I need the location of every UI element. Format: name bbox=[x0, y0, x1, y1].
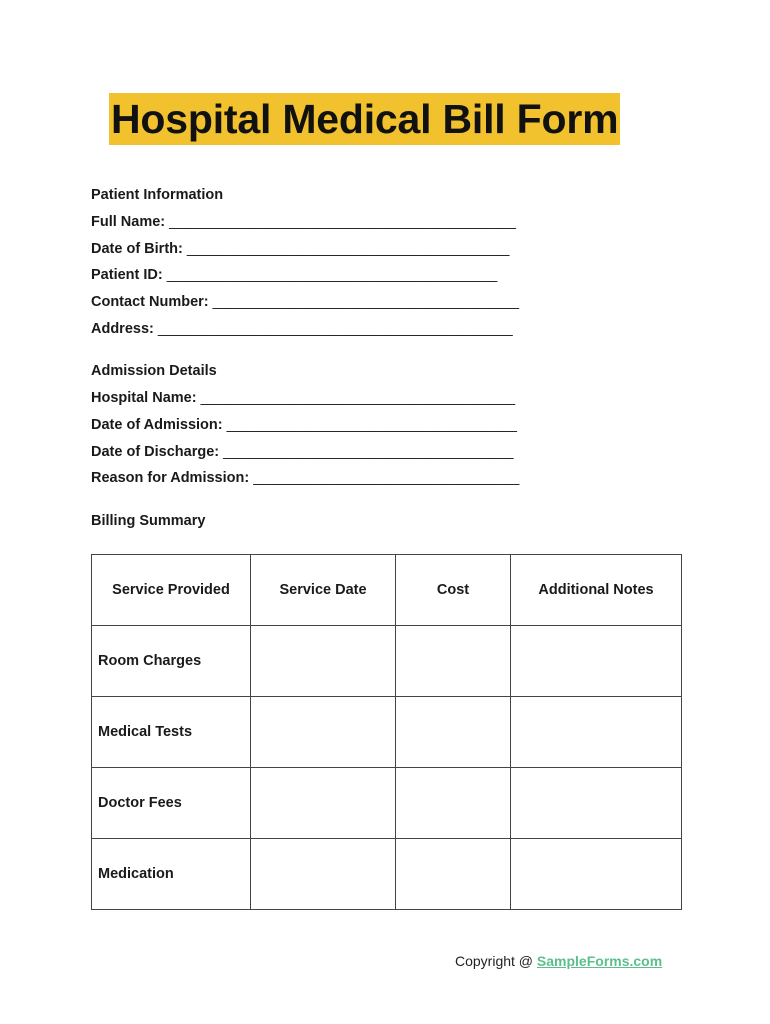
service-cell: Room Charges bbox=[92, 626, 251, 697]
date-of-admission-blank[interactable]: ____________________________________ bbox=[226, 417, 517, 433]
billing-table bbox=[91, 554, 682, 910]
cost-cell[interactable] bbox=[396, 839, 511, 910]
full-name-label: Full Name: bbox=[91, 214, 166, 230]
sampleforms-link[interactable]: SampleForms.com bbox=[536, 953, 663, 969]
patient-id-field[interactable] bbox=[91, 267, 497, 283]
patient-information-heading: Patient Information bbox=[91, 187, 224, 203]
cost-cell[interactable] bbox=[396, 626, 511, 697]
date-of-discharge-label: Date of Discharge: bbox=[91, 444, 220, 460]
hospital-name-label: Hospital Name: bbox=[91, 390, 197, 406]
copyright-footer bbox=[455, 953, 662, 969]
reason-for-admission-blank[interactable]: _________________________________ bbox=[253, 470, 520, 486]
reason-for-admission-field[interactable] bbox=[91, 470, 519, 486]
date-of-birth-field[interactable] bbox=[91, 241, 509, 257]
service-date-cell[interactable] bbox=[251, 839, 396, 910]
service-date-cell[interactable] bbox=[251, 626, 396, 697]
patient-id-label: Patient ID: bbox=[91, 267, 163, 283]
full-name-blank[interactable]: ___________________________________________ bbox=[169, 214, 516, 230]
billing-header-row bbox=[92, 555, 682, 626]
contact-number-label: Contact Number: bbox=[91, 294, 209, 310]
billing-summary-heading: Billing Summary bbox=[91, 513, 206, 529]
date-of-admission-label: Date of Admission: bbox=[91, 417, 223, 433]
date-of-birth-label: Date of Birth: bbox=[91, 241, 183, 257]
address-field[interactable] bbox=[91, 321, 513, 337]
notes-cell[interactable] bbox=[511, 697, 682, 768]
table-row bbox=[92, 839, 682, 910]
hospital-name-field[interactable] bbox=[91, 390, 515, 406]
notes-cell[interactable] bbox=[511, 626, 682, 697]
full-name-field[interactable] bbox=[91, 214, 516, 230]
reason-for-admission-label: Reason for Admission: bbox=[91, 470, 250, 486]
page-title: Hospital Medical Bill Form bbox=[109, 93, 620, 145]
table-row bbox=[92, 626, 682, 697]
column-header-service-date: Service Date bbox=[251, 555, 396, 626]
date-of-admission-field[interactable] bbox=[91, 417, 517, 433]
cost-cell[interactable] bbox=[396, 768, 511, 839]
table-row bbox=[92, 697, 682, 768]
column-header-cost: Cost bbox=[396, 555, 511, 626]
contact-number-field[interactable] bbox=[91, 294, 519, 310]
column-header-additional-notes: Additional Notes bbox=[511, 555, 682, 626]
service-cell: Medication bbox=[92, 839, 251, 910]
date-of-discharge-blank[interactable]: ____________________________________ bbox=[223, 444, 514, 460]
patient-id-blank[interactable]: _________________________________________ bbox=[166, 267, 498, 283]
address-label: Address: bbox=[91, 321, 154, 337]
date-of-birth-blank[interactable]: ________________________________________ bbox=[186, 241, 510, 257]
contact-number-blank[interactable]: ______________________________________ bbox=[212, 294, 520, 310]
service-date-cell[interactable] bbox=[251, 697, 396, 768]
cost-cell[interactable] bbox=[396, 697, 511, 768]
date-of-discharge-field[interactable] bbox=[91, 444, 513, 460]
column-header-service-provided: Service Provided bbox=[92, 555, 251, 626]
admission-details-heading: Admission Details bbox=[91, 363, 217, 379]
service-date-cell[interactable] bbox=[251, 768, 396, 839]
service-cell: Medical Tests bbox=[92, 697, 251, 768]
table-row bbox=[92, 768, 682, 839]
service-cell: Doctor Fees bbox=[92, 768, 251, 839]
hospital-name-blank[interactable]: _______________________________________ bbox=[200, 390, 516, 406]
copyright-text: Copyright @ bbox=[455, 953, 537, 969]
notes-cell[interactable] bbox=[511, 768, 682, 839]
address-blank[interactable]: ____________________________________________ bbox=[157, 321, 513, 337]
notes-cell[interactable] bbox=[511, 839, 682, 910]
